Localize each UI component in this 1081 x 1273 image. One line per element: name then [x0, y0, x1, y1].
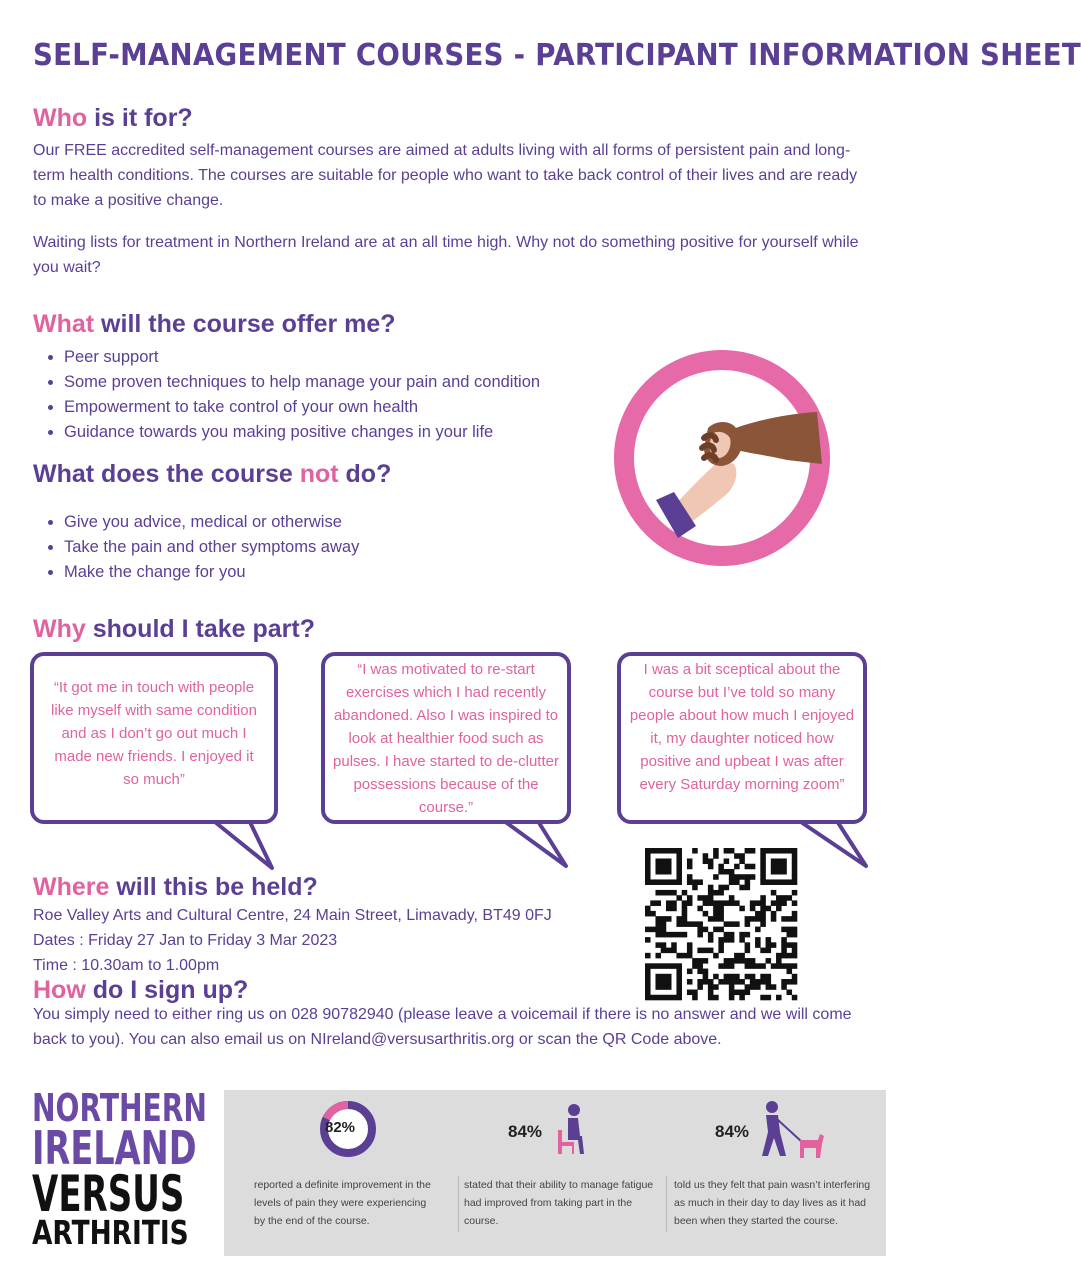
where-time: Time : 10.30am to 1.00pm [33, 957, 220, 974]
where-heading: Where will this be held? [33, 873, 318, 901]
list-item: • Make the change for you [64, 560, 359, 585]
logo-line-1: NORTHERN [32, 1086, 207, 1130]
quote-text: “I was motivated to re-start exercises which I had recently abandoned. Also I was inspired to look at healthier food such as pulses. I have started to de-clutter possessions because of the course.” [333, 661, 559, 816]
quote-bubble-2 [321, 652, 571, 824]
logo-line-2: IRELAND [32, 1121, 197, 1175]
stat-percent: 84% [715, 1122, 750, 1141]
where-dates: Dates : Friday 27 Jan to Friday 3 Mar 2023 [33, 932, 338, 949]
page-title: SELF-MANAGEMENT COURSES - PARTICIPANT INFORMATION SHEET [33, 38, 1081, 73]
quote-text: I was a bit sceptical about the course but I’ve told so many people about how much I enjoyed it, my daughter noticed how positive and upbeat I was after every Saturday morning zoom” [629, 661, 855, 793]
list-item: • Guidance towards you making positive changes in your life [64, 420, 540, 445]
stat-percent: 82% [325, 1119, 356, 1136]
list-item: • Peer support [64, 345, 540, 370]
quote-bubble-1 [30, 652, 278, 824]
stat-percent: 84% [508, 1122, 543, 1141]
logo-line-3: VERSUS [32, 1165, 185, 1223]
list-item: • Take the pain and other symptoms away [64, 535, 359, 560]
offer-heading: What will the course offer me? [33, 310, 396, 338]
notdo-heading: What does the course not do? [33, 460, 392, 488]
stats-panel [224, 1090, 886, 1256]
how-heading: How do I sign up? [33, 976, 249, 1004]
where-address: Roe Valley Arts and Cultural Centre, 24 Main Street, Limavady, BT49 0FJ [33, 907, 552, 924]
person-walking-dog-icon [758, 1100, 828, 1160]
divider [666, 1176, 667, 1232]
list-item: • Empowerment to take control of your own health [64, 395, 540, 420]
list-item: • Give you advice, medical or otherwise [64, 510, 359, 535]
who-heading: Who is it for? [33, 104, 193, 132]
logo-line-4: ARTHRITIS [32, 1213, 189, 1252]
seated-person-icon [554, 1102, 590, 1158]
why-heading: Why should I take part? [33, 615, 315, 643]
quote-text: “It got me in touch with people like myself with same condition and as I don’t go out much I made new friends. I enjoyed it so much” [51, 679, 257, 788]
quote-bubble-3 [617, 652, 867, 824]
list-item: • Some proven techniques to help manage your pain and condition [64, 370, 540, 395]
stat-text: told us they felt that pain wasn’t interfering as much in their day to day lives as it had been when they started the course. [674, 1179, 871, 1227]
who-paragraph-1: Our FREE accredited self-management courses are aimed at adults living with all forms of persistent pain and long-term health conditions. The courses are suitable for people who want to take back control of their lives and are ready to make a positive change. [33, 142, 858, 209]
qr-code-icon[interactable] [645, 848, 797, 1000]
divider [458, 1176, 459, 1232]
stat-text: reported a definite improvement in the levels of pain they were experiencing by the end of the course. [254, 1179, 431, 1227]
how-text: You simply need to either ring us on 028 90782940 (please leave a voicemail if there is no answer and we will come back to you). You can also email us on NIreland@versusarthritis.org or scan the QR Code above. [33, 1006, 852, 1048]
stat-text: stated that their ability to manage fatigue had improved from taking part in the course. [464, 1179, 654, 1227]
who-paragraph-2: Waiting lists for treatment in Northern Ireland are at an all time high. Why not do something positive for yourself while you wait? [33, 234, 859, 276]
